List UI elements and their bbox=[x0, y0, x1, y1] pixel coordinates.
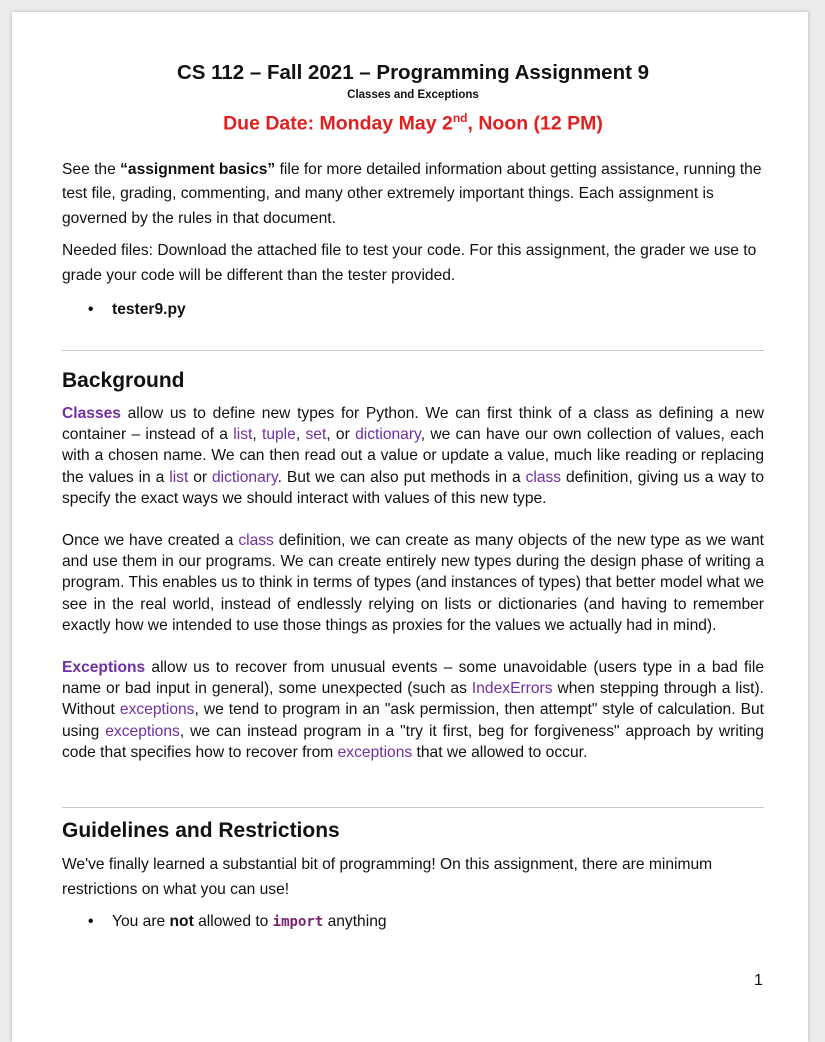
term-class: class bbox=[525, 468, 562, 486]
guidelines-heading: Guidelines and Restrictions bbox=[62, 819, 340, 843]
term-tuple: tuple bbox=[262, 426, 296, 444]
exceptions-term: Exceptions bbox=[62, 659, 146, 677]
text: allow us to recover from unusual events – some unavoidable (users type in a bad file name or bad input in general), some unexpected (such as bbox=[62, 659, 764, 698]
background-objects-paragraph bbox=[62, 530, 764, 636]
import-keyword: import bbox=[272, 914, 324, 931]
text: , we can instead program in a "try it first, beg for forgiveness" approach by writing code that specifies how to recover from bbox=[62, 722, 764, 761]
file-item bbox=[62, 298, 764, 322]
intro-text: See the bbox=[62, 160, 121, 178]
page-content bbox=[62, 60, 764, 934]
document-page bbox=[12, 12, 808, 1042]
due-date-prefix: Due Date: Monday May 2 bbox=[223, 112, 453, 135]
guidelines-paragraph: We've finally learned a substantial bit of programming! On this assignment, there are minimum restrictions on what you can use! bbox=[62, 856, 713, 898]
intro-paragraph-2: Needed files: Download the attached file to test your code. For this assignment, the grader we use to grade your code will be different than the tester provided. bbox=[62, 242, 757, 284]
needed-files-list bbox=[62, 298, 764, 322]
due-date bbox=[62, 104, 764, 138]
restriction-item bbox=[62, 910, 764, 934]
term-exceptions: exceptions bbox=[119, 701, 195, 719]
restrictions-list bbox=[62, 910, 764, 934]
emphasis-not: not bbox=[169, 913, 194, 931]
text: Once we have created a bbox=[62, 532, 239, 550]
bullet-icon: • bbox=[88, 301, 94, 318]
classes-term: Classes bbox=[62, 405, 121, 422]
background-heading: Background bbox=[62, 369, 185, 392]
text: definition, giving us a way to specify the exact ways we should interact with values of this new type. bbox=[62, 468, 764, 507]
text: allowed to bbox=[193, 913, 273, 931]
assignment-basics-reference: “assignment basics” bbox=[120, 160, 276, 178]
due-date-suffix: , Noon (12 PM) bbox=[467, 112, 603, 135]
term-set: set bbox=[305, 426, 327, 444]
text: allow us to define new types for Python. We can first think of a class as defining a new container – instead of a bbox=[62, 405, 764, 444]
assignment-title: CS 112 – Fall 2021 – Programming Assignment 9 bbox=[176, 61, 650, 84]
text: , we can have our own collection of values, each with a chosen name. We can then read out a value or update a value, much like reading or replacing the values in a bbox=[62, 426, 764, 486]
text: that we allowed to occur. bbox=[412, 743, 588, 761]
bullet-icon: • bbox=[88, 913, 94, 931]
page-number: 1 bbox=[754, 972, 763, 989]
text: definition, we can create as many objects of the new type as we want and use them in our programs. We can create entirely new types during the design phase of writing a program. This enables us to think in terms of types (and instances of types) that better model what we see in the real world, instead of endlessly relying on lists or dictionaries (and having to remember exactly how we intended to use those things as proxies for the values we actually had in mind). bbox=[62, 532, 765, 634]
text: , bbox=[295, 426, 306, 444]
text: , bbox=[252, 426, 262, 444]
due-date-superscript: nd bbox=[452, 111, 468, 125]
intro-text: file for more detailed information about getting assistance, running the test file, grading, commenting, and many other extremely important things. Each assignment is governed by the rules in that document. bbox=[62, 160, 762, 227]
term-list: list bbox=[169, 468, 189, 486]
term-list: list bbox=[233, 426, 253, 444]
text: You are bbox=[112, 913, 170, 931]
text: when stepping through a list). Without bbox=[62, 680, 764, 719]
text: , or bbox=[326, 426, 356, 444]
term-exceptions: exceptions bbox=[337, 743, 413, 761]
term-dictionary: dictionary bbox=[355, 426, 421, 444]
background-exceptions-paragraph bbox=[62, 657, 764, 763]
term-exceptions: exceptions bbox=[105, 722, 180, 740]
intro-paragraph-1 bbox=[62, 158, 764, 232]
term-dictionary: dictionary bbox=[212, 468, 278, 486]
text: anything bbox=[323, 913, 387, 931]
assignment-subtitle: Classes and Exceptions bbox=[347, 89, 479, 101]
background-classes-paragraph bbox=[62, 403, 764, 509]
text: , we tend to program in an "ask permission, then attempt" style of calculation. But using bbox=[62, 701, 764, 740]
text: . But we can also put methods in a bbox=[277, 468, 526, 486]
term-indexerrors: IndexErrors bbox=[471, 680, 553, 698]
text: or bbox=[188, 468, 212, 486]
file-name: tester9.py bbox=[112, 301, 186, 318]
term-class: class bbox=[238, 532, 274, 550]
